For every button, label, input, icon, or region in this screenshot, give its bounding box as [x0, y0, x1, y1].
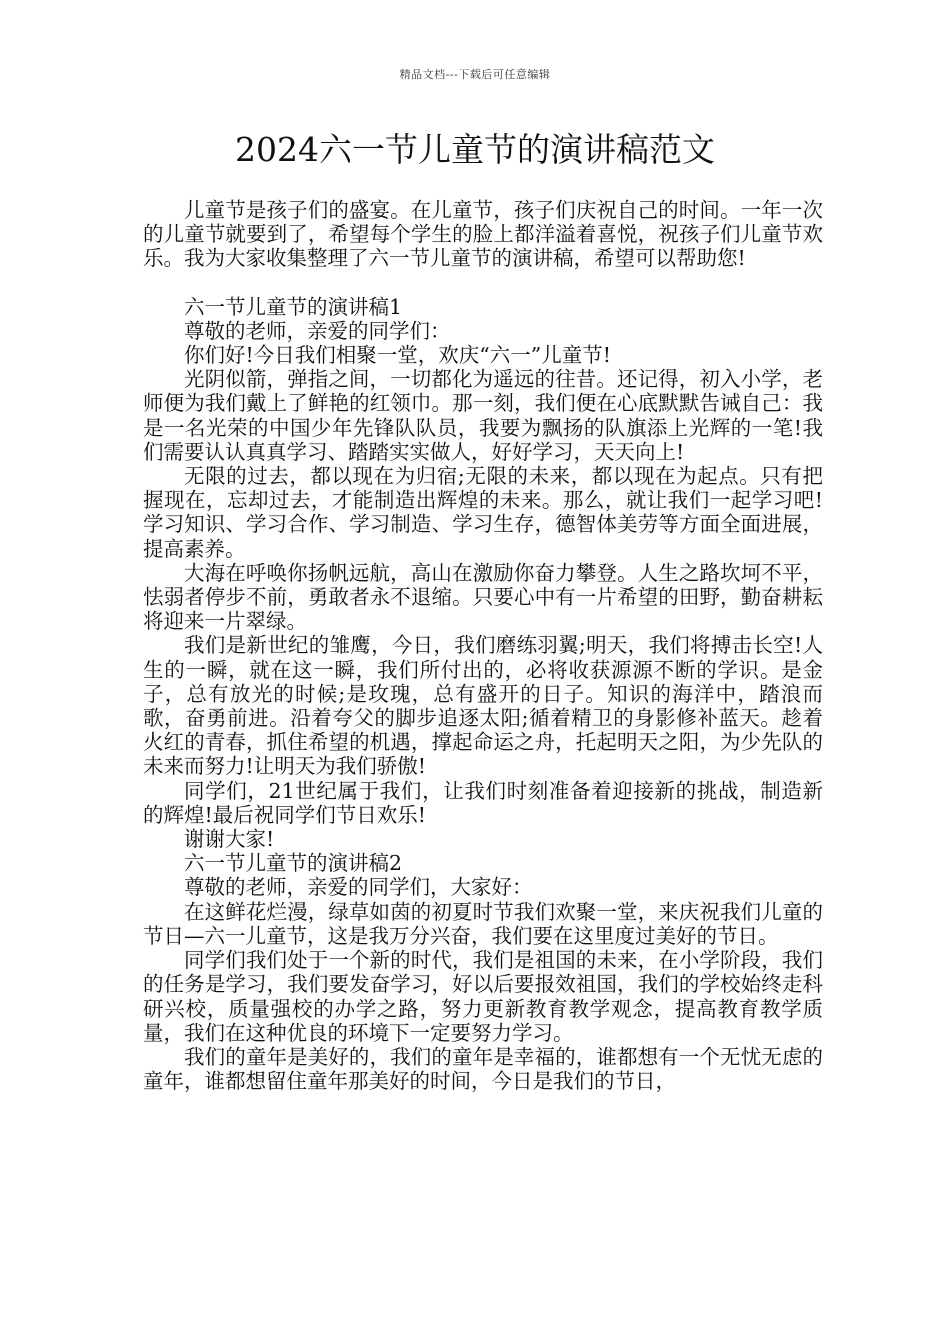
paragraph: 大海在呼唤你扬帆远航，高山在激励你奋力攀登。人生之路坎坷不平，怯弱者停步不前，勇敢者永不退缩。只要心中有一片希望的田野，勤奋耕耘将迎来一片翠绿。	[143, 560, 823, 634]
section-heading-1: 六一节儿童节的演讲稿1	[184, 294, 403, 319]
section-heading-2: 六一节儿童节的演讲稿2	[184, 851, 403, 876]
paragraph: 同学们，21世纪属于我们，让我们时刻准备着迎接新的挑战，制造新的辉煌!最后祝同学们节日欢乐!	[143, 778, 823, 827]
paragraph: 你们好!今日我们相聚一堂，欢庆“六一”儿童节!	[184, 343, 611, 368]
paragraph: 同学们我们处于一个新的时代，我们是祖国的未来，在小学阶段，我们的任务是学习，我们要发奋学习，好以后要报效祖国，我们的学校始终走科研兴校，质量强校的办学之路，努力更新教育教学观念，提高教育教学质量，我们在这种优良的环境下一定要努力学习。	[143, 948, 823, 1045]
closing-thanks: 谢谢大家!	[184, 827, 275, 852]
salutation-1: 尊敬的老师，亲爱的同学们：	[184, 318, 451, 343]
paragraph: 光阴似箭，弹指之间，一切都化为遥远的往昔。还记得，初入小学，老师便为我们戴上了鲜艳的红领巾。那一刻，我们便在心底默默告诫自己：我是一名光荣的中国少年先锋队队员，我要为飘扬的队旗添上光辉的一笔!我们需要认认真真学习、踏踏实实做人，好好学习，天天向上!	[143, 367, 823, 464]
paragraph: 我们是新世纪的雏鹰，今日，我们磨练羽翼;明天，我们将搏击长空!人生的一瞬，就在这一瞬，我们所付出的，必将收获源源不断的学识。是金子，总有放光的时候;是玫瑰，总有盛开的日子。知识的海洋中，踏浪而歌，奋勇前进。沿着夸父的脚步追逐太阳;循着精卫的身影修补蓝天。趁着火红的青春，抓住希望的机遇，撑起命运之舟，托起明天之阳，为少先队的未来而努力!让明天为我们骄傲!	[143, 633, 823, 779]
paragraph: 无限的过去，都以现在为归宿;无限的未来，都以现在为起点。只有把握现在，忘却过去，才能制造出辉煌的未来。那么，就让我们一起学习吧!学习知识、学习合作、学习制造、学习生存，德智体美劳等方面全面进展，提高素养。	[143, 464, 823, 561]
document-body	[143, 198, 823, 1093]
document-title: 2024六一节儿童节的演讲稿范文	[235, 130, 715, 169]
salutation-2: 尊敬的老师，亲爱的同学们，大家好：	[184, 875, 533, 900]
header-note: 精品文档---下载后可任意编辑	[399, 68, 551, 81]
intro-paragraph: 儿童节是孩子们的盛宴。在儿童节，孩子们庆祝自己的时间。一年一次的儿童节就要到了，希望每个学生的脸上都洋溢着喜悦，祝孩子们儿童节欢乐。我为大家收集整理了六一节儿童节的演讲稿，希望可以帮助您!	[143, 198, 823, 271]
paragraph: 在这鲜花烂漫，绿草如茵的初夏时节我们欢聚一堂，来庆祝我们儿童的节日—六一儿童节，这是我万分兴奋，我们要在这里度过美好的节日。	[143, 899, 823, 948]
paragraph: 我们的童年是美好的，我们的童年是幸福的，谁都想有一个无忧无虑的童年，谁都想留住童年那美好的时间，今日是我们的节日，	[143, 1044, 823, 1094]
